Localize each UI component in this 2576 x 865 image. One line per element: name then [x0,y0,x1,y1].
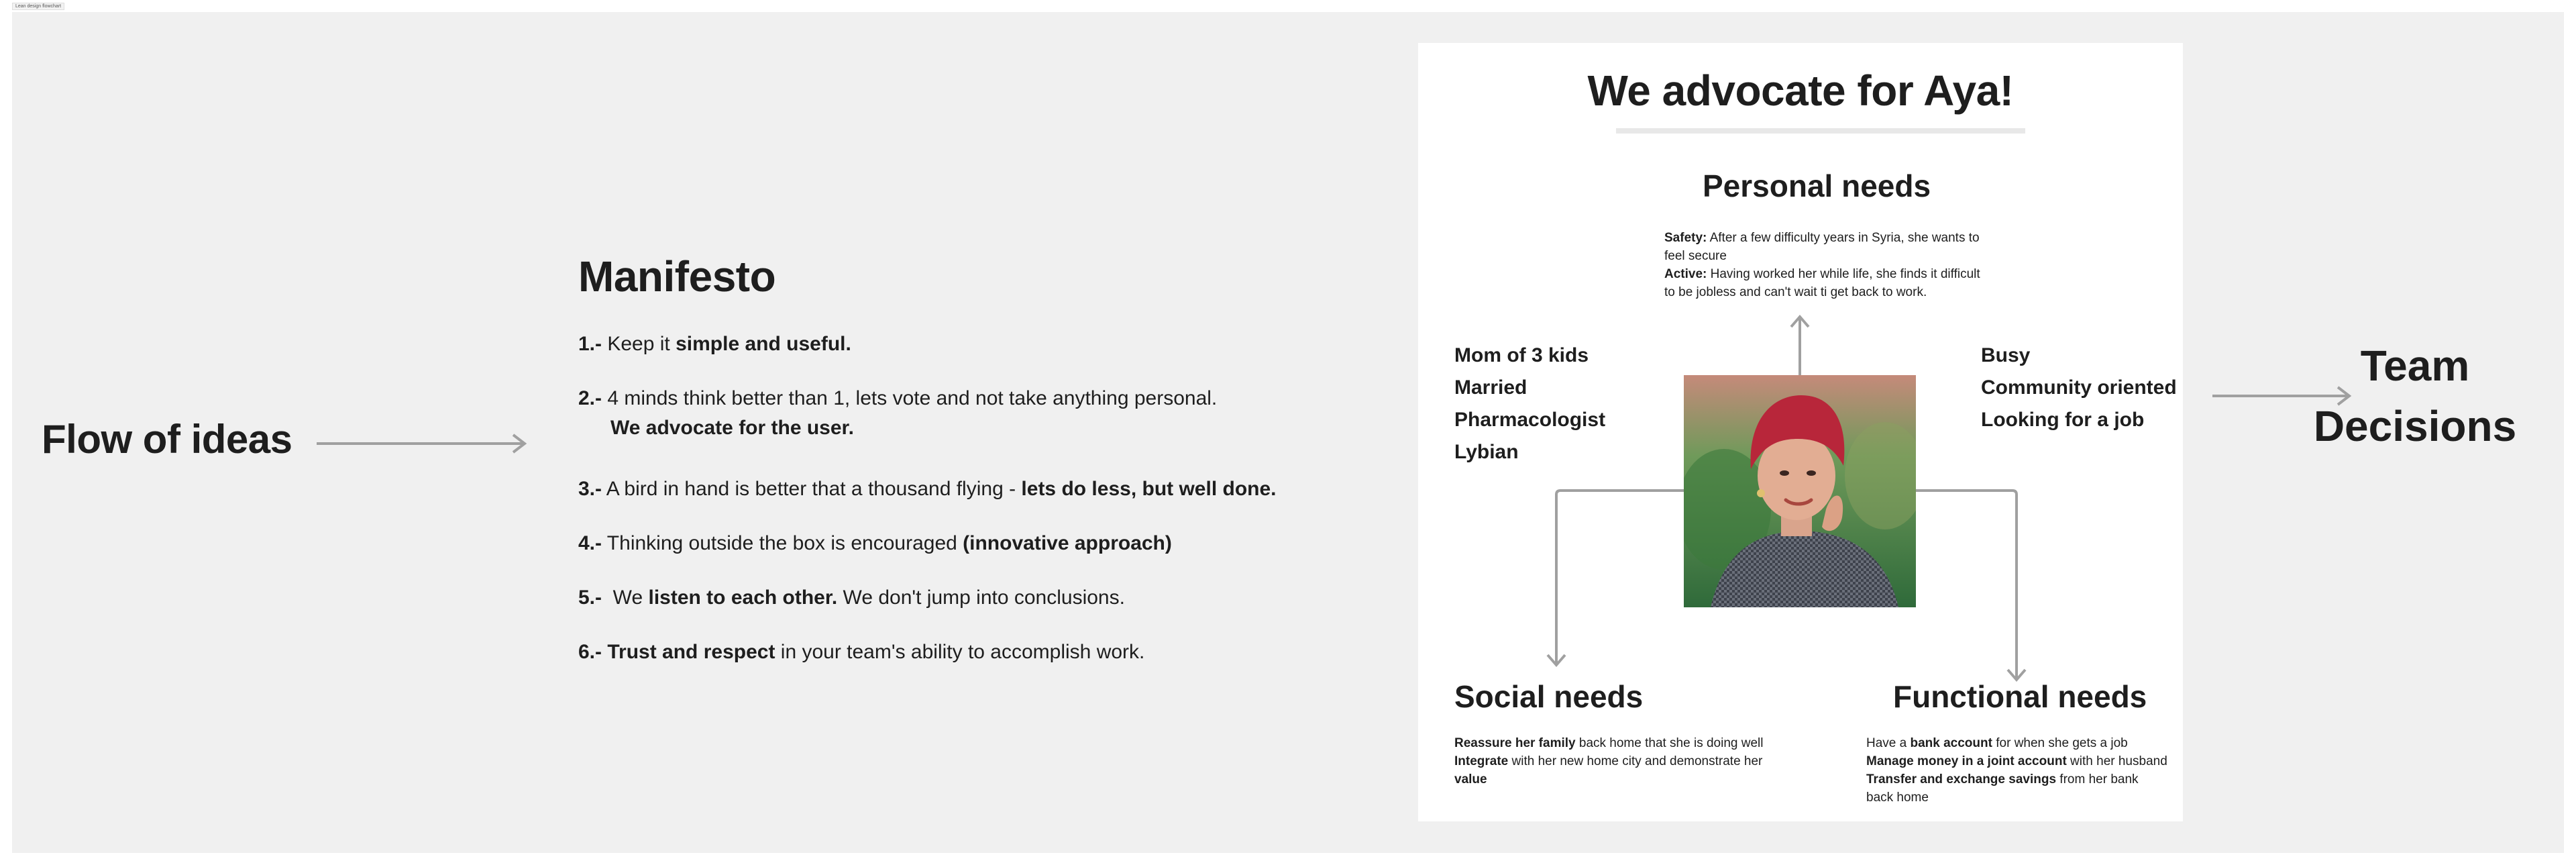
functional-need-joint-account: Manage money in a joint account with her husband [1866,754,2167,768]
social-needs-text [1454,734,1770,788]
manifesto-item-2: 2.- 4 minds think better than 1, lets vote and not take anything personal. We advocate for the user. [578,387,1218,439]
frame-label[interactable]: Lean design flowchart [12,3,64,10]
manifesto-item-6: 6.- Trust and respect in your team's ability to accomplish work. [578,641,1145,663]
persona-card [1418,43,2183,821]
manifesto-item-4: 4.- Thinking outside the box is encouraged (innovative approach) [578,532,1172,554]
functional-needs-title: Functional needs [1893,679,2147,714]
attribute-profession: Pharmacologist [1454,409,1606,431]
manifesto-item-1: 1.- Keep it simple and useful. [578,333,851,355]
functional-need-transfer: Transfer and exchange savings from her bank back home [1866,772,2139,805]
social-needs-title: Social needs [1454,679,1644,714]
team-decisions-line-1: Team [2360,342,2470,390]
social-need-integrate: Integrate with her new home city and demonstrate her value [1454,754,1763,786]
manifesto-section [578,252,1330,692]
social-need-family: Reassure her family back home that she is doing well [1454,736,1764,750]
manifesto-item-3: 3.- A bird in hand is better that a thousand flying - lets do less, but well done. [578,478,1277,500]
team-decisions-line-2: Decisions [2313,402,2517,450]
personal-needs-title: Personal needs [1703,168,1931,203]
functional-need-bank-account: Have a bank account for when she gets a job [1866,736,2128,750]
attribute-kids: Mom of 3 kids [1454,344,1589,366]
attribute-married: Married [1454,376,1527,399]
attribute-busy: Busy [1981,344,2031,366]
manifesto-item-5: 5.- We listen to each other. We don't jump into conclusions. [578,587,1125,609]
attribute-nationality: Lybian [1454,441,1519,463]
attribute-job: Looking for a job [1981,409,2145,431]
manifesto-title: Manifesto [578,252,776,301]
attribute-community: Community oriented [1981,376,2177,399]
persona-title: We advocate for Aya! [1587,66,2014,115]
personal-need-active: Active: Having worked her while life, she finds it difficult to be jobless and can't wait ti get back to work. [1664,267,1980,299]
team-decisions-heading [2308,336,2522,456]
functional-needs-text [1866,734,2168,807]
flow-of-ideas-heading: Flow of ideas [42,417,292,462]
personal-need-safety: Safety: After a few difficulty years in Syria, she wants to feel secure [1664,231,1980,263]
